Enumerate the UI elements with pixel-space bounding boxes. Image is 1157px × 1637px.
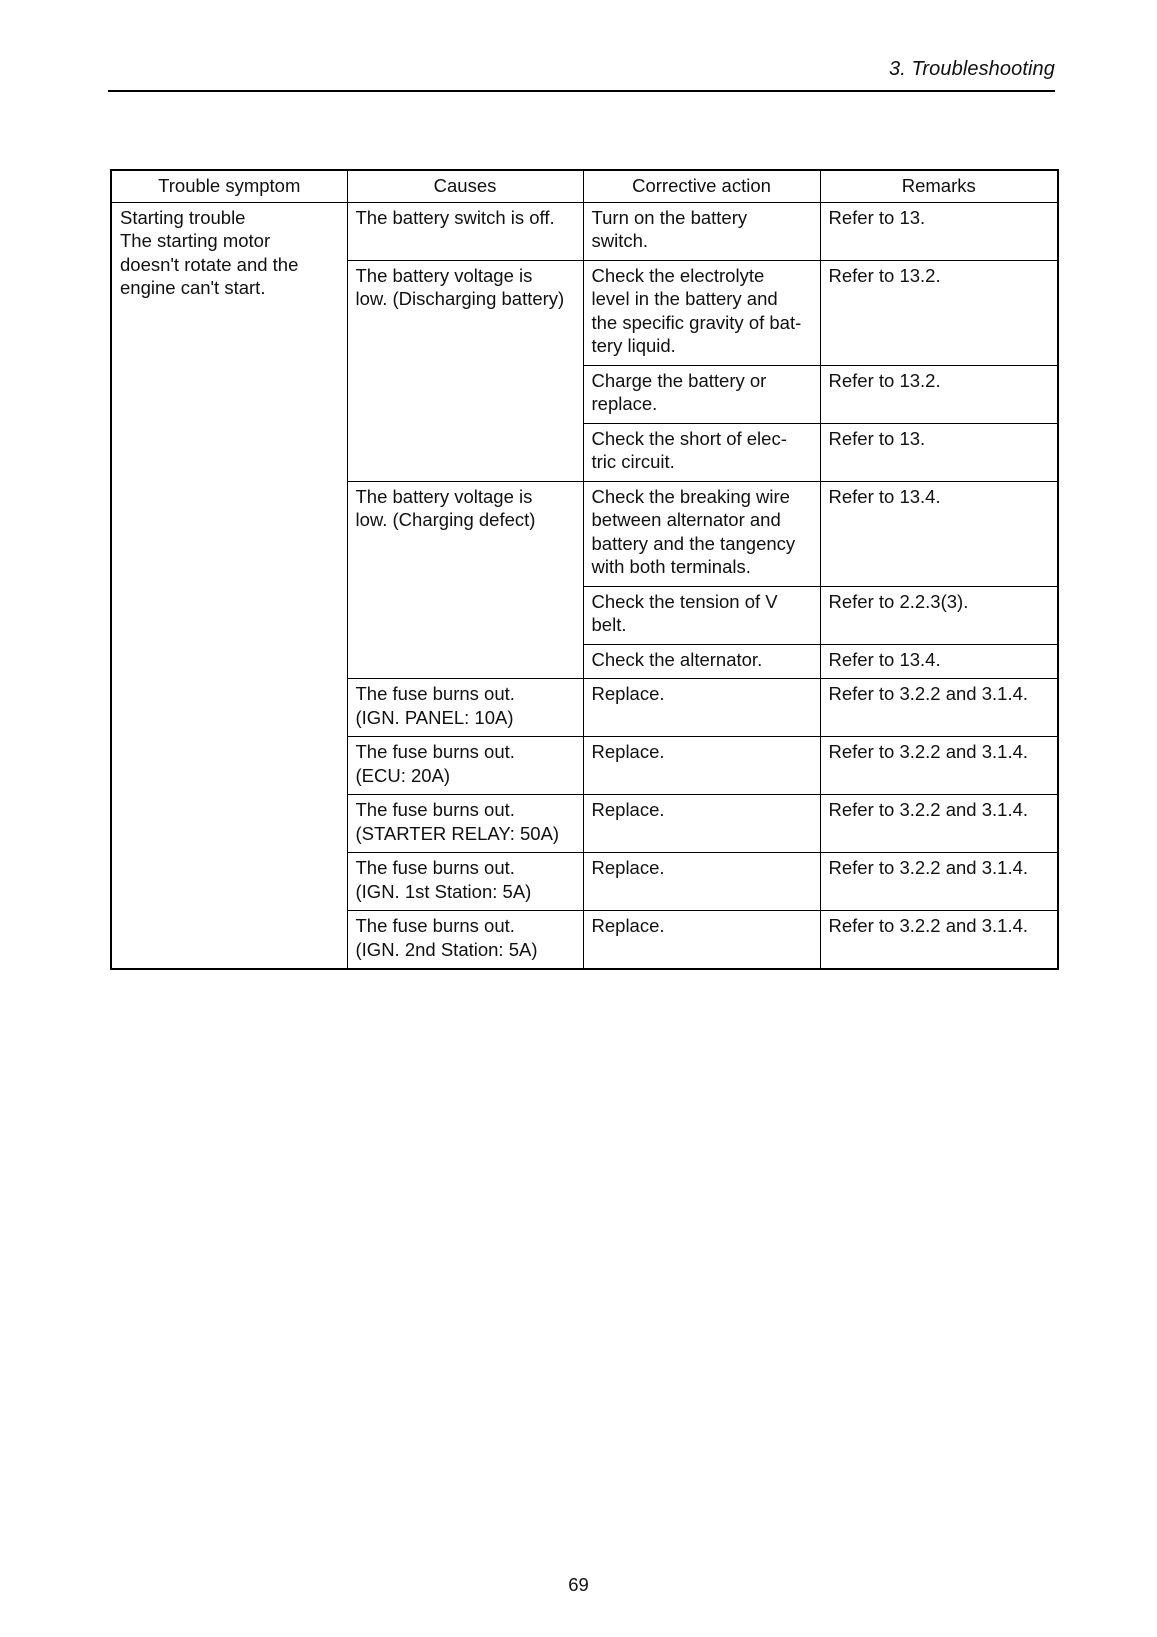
remark-cell: Refer to 3.2.2 and 3.1.4. (820, 679, 1058, 737)
cause-cell: The fuse burns out. (STARTER RELAY: 50A) (347, 795, 583, 853)
page-header (108, 56, 1055, 92)
cause-cell: The battery voltage is low. (Discharging battery) (347, 260, 583, 481)
action-cell: Turn on the battery switch. (583, 202, 820, 260)
remark-cell: Refer to 3.2.2 and 3.1.4. (820, 737, 1058, 795)
table-row (111, 202, 1058, 260)
remark-cell: Refer to 13. (820, 202, 1058, 260)
remark-cell: Refer to 13. (820, 423, 1058, 481)
remark-cell: Refer to 3.2.2 and 3.1.4. (820, 795, 1058, 853)
action-cell: Replace. (583, 853, 820, 911)
action-cell: Check the alternator. (583, 644, 820, 679)
remark-cell: Refer to 13.4. (820, 644, 1058, 679)
column-header-trouble-symptom: Trouble symptom (111, 170, 347, 202)
remark-cell: Refer to 3.2.2 and 3.1.4. (820, 911, 1058, 970)
section-title: 3. Troubleshooting (889, 58, 1055, 80)
cause-cell: The fuse burns out. (IGN. 2nd Station: 5A) (347, 911, 583, 970)
remark-cell: Refer to 3.2.2 and 3.1.4. (820, 853, 1058, 911)
cause-cell: The fuse burns out. (ECU: 20A) (347, 737, 583, 795)
remark-cell: Refer to 13.2. (820, 365, 1058, 423)
action-cell: Check the breaking wire between alternator and battery and the tangency with both terminals. (583, 481, 820, 586)
cause-cell: The fuse burns out. (IGN. 1st Station: 5A) (347, 853, 583, 911)
troubleshooting-table (110, 169, 1059, 970)
action-cell: Check the short of elec- tric circuit. (583, 423, 820, 481)
action-cell: Charge the battery or replace. (583, 365, 820, 423)
remark-cell: Refer to 13.4. (820, 481, 1058, 586)
action-cell: Check the tension of V belt. (583, 586, 820, 644)
cause-cell: The fuse burns out. (IGN. PANEL: 10A) (347, 679, 583, 737)
trouble-symptom-cell: Starting trouble The starting motor doesn't rotate and the engine can't start. (111, 202, 347, 969)
action-cell: Check the electrolyte level in the battery and the specific gravity of bat- tery liquid. (583, 260, 820, 365)
action-cell: Replace. (583, 679, 820, 737)
remark-cell: Refer to 13.2. (820, 260, 1058, 365)
column-header-remarks: Remarks (820, 170, 1058, 202)
table-header-row (111, 170, 1058, 202)
action-cell: Replace. (583, 737, 820, 795)
remark-cell: Refer to 2.2.3(3). (820, 586, 1058, 644)
action-cell: Replace. (583, 795, 820, 853)
cause-cell: The battery switch is off. (347, 202, 583, 260)
cause-cell: The battery voltage is low. (Charging defect) (347, 481, 583, 679)
column-header-causes: Causes (347, 170, 583, 202)
action-cell: Replace. (583, 911, 820, 970)
column-header-corrective-action: Corrective action (583, 170, 820, 202)
page-number: 69 (568, 1574, 589, 1595)
